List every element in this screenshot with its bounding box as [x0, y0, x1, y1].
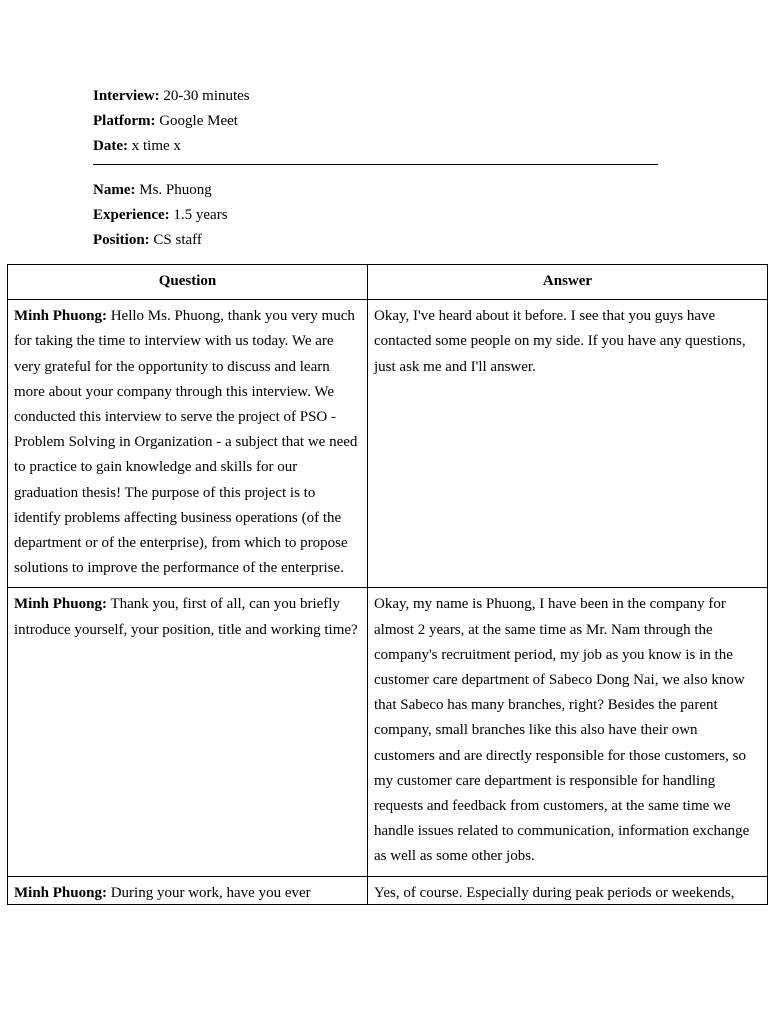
table-header-row: [8, 265, 768, 300]
question-header: Question: [8, 265, 368, 300]
table-row: [8, 876, 768, 904]
speaker-label: Minh Phuong:: [14, 884, 107, 901]
name-value: Ms. Phuong: [139, 182, 212, 198]
question-cell: [8, 588, 368, 876]
interview-platform: [93, 109, 673, 134]
interviewee-position: [93, 228, 673, 253]
answer-clip: [374, 881, 761, 904]
speaker-label: Minh Phuong:: [14, 596, 107, 613]
experience-value: 1.5 years: [173, 207, 228, 223]
interviewee-name: [93, 178, 673, 203]
answer-text: Yes, of course. Especially during peak periods or weekends,: [374, 884, 735, 901]
table-row: [8, 300, 768, 588]
name-label: Name:: [93, 182, 136, 198]
answer-cell: [368, 300, 768, 588]
speaker-label: Minh Phuong:: [14, 308, 107, 325]
interview-duration: [93, 84, 673, 109]
table-row: [8, 588, 768, 876]
date-label: Date:: [93, 138, 128, 154]
interview-value: 20-30 minutes: [163, 88, 250, 104]
date-value: x time x: [131, 138, 181, 154]
answer-header: Answer: [368, 265, 768, 300]
interview-table: [7, 264, 768, 905]
position-value: CS staff: [153, 232, 202, 248]
separator-line: [93, 164, 658, 165]
interview-meta: [93, 84, 673, 253]
question-text: During your work, have you ever: [110, 884, 311, 901]
question-text: Thank you, first of all, can you briefly introduce yourself, your position, title and working time?: [14, 596, 358, 638]
position-label: Position:: [93, 232, 150, 248]
question-cell: [8, 876, 368, 904]
question-text: Hello Ms. Phuong, thank you very much for taking the time to interview with us today. We are very grateful for the opportunity to discuss and learn more about your company through this interview. We conducted this interview to serve the project of PSO - Problem Solving in Organization - a subject that we need to practice to gain knowledge and skills for our graduation thesis! The purpose of this project is to identify problems affecting business operations (of the department or of the enterprise), from which to propose solutions to improve the performance of the enterprise.: [14, 308, 358, 577]
platform-label: Platform:: [93, 113, 156, 129]
platform-value: Google Meet: [159, 113, 238, 129]
answer-text: Okay, my name is Phuong, I have been in the company for almost 2 years, at the same time as Mr. Nam through the company's recruitment period, my job as you know is in the customer care department of Sabeco Dong Nai, we also know that Sabeco has many branches, right? Besides the parent company, small branches like this also have their own customers and are directly responsible for those customers, so my customer care department is responsible for handling requests and feedback from customers, at the same time we handle issues related to communication, information exchange as well as some other jobs.: [374, 596, 750, 865]
answer-cell: [368, 588, 768, 876]
interview-date: [93, 134, 673, 159]
question-cell: [8, 300, 368, 588]
answer-text: Okay, I've heard about it before. I see that you guys have contacted some people on my side. If you have any questions, just ask me and I'll answer.: [374, 308, 746, 375]
question-clip: [14, 881, 361, 904]
interview-label: Interview:: [93, 88, 160, 104]
answer-cell: [368, 876, 768, 904]
experience-label: Experience:: [93, 207, 170, 223]
interviewee-experience: [93, 203, 673, 228]
